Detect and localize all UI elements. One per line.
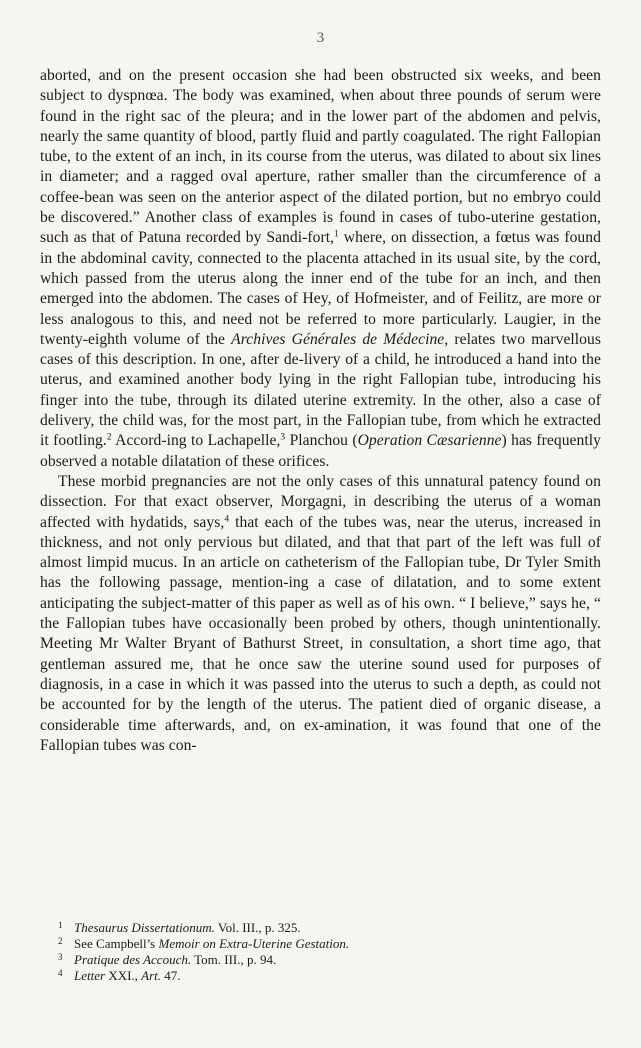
body-text — [40, 66, 601, 756]
text-run: relates two marvellous cases of this description. In one, after de-livery of a child, he introduced a hand into the uterus, and examined another body lying in the right Fallopian tube, introducing his finger into the tube, through its dilated uterine extremity. In the other, also a case of delivery, the child was, for the most part, in the Fallopian tube, from which he extracted it footling. — [40, 330, 601, 450]
text-run: that each of the tubes was, near the uterus, increased in thickness, and not only pervious but dilated, and that that part of the left was full of almost limpid mucus. In an article on catheterism of the Fallopian tube, Dr Tyler Smith has the following passage, mention-ing a case of dilatation, and to some extent anticipating the subject-matter of this paper as well as of his own. “ I believe,” says he, “ the Fallopian tubes have occasionally been probed by others, though unintentionally. Meeting Mr Walter Bryant of Bathurst Street, in consultation, a short time ago, that gentleman assured me, that he once saw the uterine sound used for purposes of diagnosis, in a case in which it was passed into the uterus to such a depth, as could not be accounted for by the length of the uterus. The patient died of organic disease, a considerable time afterwards, and, on ex-amination, it was found that one of the Fallopian tubes was con- — [40, 513, 601, 754]
paragraph — [40, 472, 601, 756]
footnote-text — [74, 952, 276, 968]
footnote-text — [74, 920, 301, 936]
footnote — [58, 968, 598, 984]
footnote-ref: 4 — [224, 513, 230, 524]
italic-text: Operation Cæsarienne — [357, 432, 502, 450]
text-run: Tom. III., p. 94. — [191, 952, 277, 967]
footnote — [58, 952, 598, 968]
footnote-ref: 3 — [280, 432, 286, 443]
footnote-number: 1 — [58, 920, 63, 930]
italic-text: Archives Générales de Médecine, — [231, 330, 449, 348]
footnote-text — [74, 936, 349, 952]
footnote — [58, 936, 598, 952]
italic-text: Memoir on Extra-Uterine Gestation. — [158, 936, 350, 951]
italic-text: Art. — [141, 968, 162, 983]
italic-text: Thesaurus Dissertationum. — [74, 920, 215, 935]
text-run: aborted, and on the present occasion she had been obstructed six weeks, and been subject to dyspnœa. The body was examined, when about three pounds of serum were found in the right sac of the pleura; and in the lower part of the abdomen and pelvis, nearly the same quantity of blood, partly fluid and partly coagulated. The right Fallopian tube, to the extent of an inch, in its course from the uterus, was dilated to about six lines in diameter; and a ragged oval aperture, rather smaller than the circumference of a coffee-bean was seen on the anterior aspect of the dilated portion, but no embryo could be discovered.” Another class of examples is found in cases of tubo-uterine gestation, such as that of Patuna recorded by Sandi-fort, — [40, 67, 601, 247]
footnote-text — [74, 968, 181, 984]
footnote-number: 3 — [58, 952, 63, 962]
footnote-ref: 1 — [334, 229, 339, 240]
text-run: XXI., — [105, 968, 142, 983]
page-number: 3 — [316, 30, 325, 46]
footnotes — [58, 920, 598, 984]
text-run: Vol. III., p. 325. — [214, 920, 301, 935]
text-run: 47. — [161, 968, 181, 983]
text-run: Planchou ( — [285, 432, 358, 450]
footnote-number: 2 — [58, 936, 63, 946]
footnote-number: 4 — [58, 968, 63, 978]
italic-text: Pratique des Accouch. — [74, 952, 192, 967]
footnote-ref: 2 — [106, 432, 112, 443]
text-run: ) has frequently observed a notable dilatation of these orifices. — [40, 432, 601, 470]
italic-text: Letter — [74, 968, 106, 983]
footnote — [58, 920, 598, 936]
paragraph — [40, 66, 601, 472]
text-run: Accord-ing to Lachapelle, — [111, 432, 281, 450]
text-run: where, on dissection, a fœtus was found in the abdominal cavity, connected to the placenta attached in its usual site, by the cord, which passed from the uterus along the inner end of the tube for an inch, and then emerged into the abdomen. The cases of Hey, of Hofmeister, and of Feilitz, are more or less analogous to this, and need not be referred to more particularly. Laugier, in the twenty-eighth volume of the — [40, 229, 601, 348]
text-run: See Campbell’s — [74, 936, 159, 951]
text-run: These morbid pregnancies are not the only cases of this unnatural patency found on dissection. For that exact observer, Morgagni, in describing the uterus of a woman affected with hydatids, says, — [40, 472, 601, 531]
